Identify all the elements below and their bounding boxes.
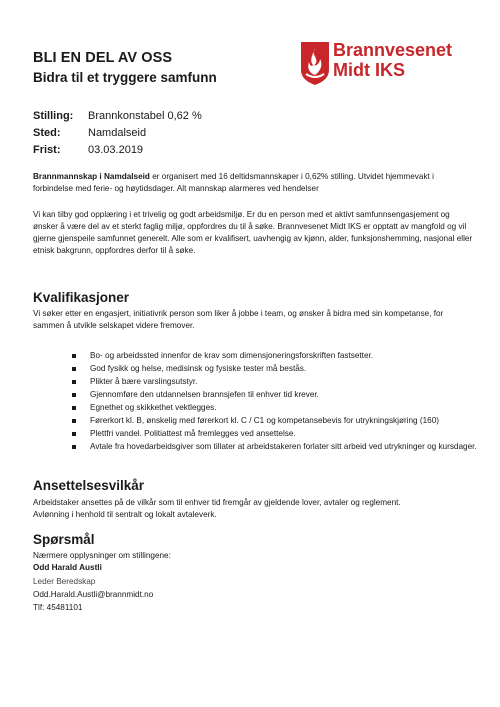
list-item: Gjennomføre den utdannelsen brannsjefen til enhver tid krever. <box>70 389 480 401</box>
contact-email[interactable]: Odd.Harald.Austli@brannmidt.no <box>33 590 154 599</box>
heading-sporsmal: Spørsmål <box>33 532 95 547</box>
logo-text-line2: Midt IKS <box>333 60 405 80</box>
stilling-value: Brannkonstabel 0,62 % <box>88 110 202 122</box>
intro-bold-lead: Brannmannskap i Namdalseid <box>33 172 150 181</box>
heading-kvalifikasjoner: Kvalifikasjoner <box>33 290 130 305</box>
qualification-list <box>70 350 480 454</box>
heading-ansettelsesvilkar: Ansettelsesvilkår <box>33 478 145 493</box>
flame-shield-icon <box>300 40 330 86</box>
ansettelse-text-2: Avlønning i henhold til sentralt og lokalt avtaleverk. <box>33 510 217 519</box>
intro-offer-text: Vi kan tilby god opplæring i et trivelig og godt arbeidsmiljø. Er du en person med et aktivt samfunnsengasjement og ønsker å være del av et sterkt faglig miljø, oppfordres du til å søke. Brannvesenet Midt IKS er opptatt av mangfold og vil gjerne gjenspeile samfunnet generelt. Alle som er kvalifisert, uavhengig av kjønn, alder, funksjonshemming, nasjonal eller etnisk bakgrunn, oppfordres derfor til å søke. <box>33 210 473 255</box>
list-item: Egnethet og skikkethet vektlegges. <box>70 402 480 414</box>
intro-text: er organisert med 16 deltidsmannskaper i 0,62% stilling. Utvidet hjemmevakt i forbindelse med ferie- og høytidsdager. Alt mannskap alarmeres ved hendelser <box>33 172 434 193</box>
sted-value: Namdalseid <box>88 127 147 139</box>
page-subtitle: Bidra til et tryggere samfunn <box>33 70 217 85</box>
intro-paragraph-2 <box>33 209 473 257</box>
list-item: Plikter å bære varslingsutstyr. <box>70 376 480 388</box>
contact-phone: Tlf: 45481101 <box>33 603 83 612</box>
kvalifikasjoner-text: Vi søker etter en engasjert, initiativrik person som liker å jobbe i team, og ønsker å bidra med sin kompetanse, for sammen å utvikle selskapet videre fremover. <box>33 309 444 330</box>
intro-paragraph-1 <box>33 171 473 195</box>
sted-label: Sted: <box>33 127 61 139</box>
contact-intro: Nærmere opplysninger om stillingene: <box>33 551 171 560</box>
list-item: Plettfri vandel. Politiattest må fremlegges ved ansettelse. <box>70 428 480 440</box>
contact-role: Leder Beredskap <box>33 577 96 586</box>
frist-label: Frist: <box>33 144 61 156</box>
list-item: Bo- og arbeidssted innenfor de krav som dimensjoneringsforskriften fastsetter. <box>70 350 480 362</box>
contact-name: Odd Harald Austli <box>33 563 102 572</box>
list-item: Avtale fra hovedarbeidsgiver som tillater at arbeidstakeren forlater sitt arbeid ved utrykninger og kursdager. <box>70 441 480 453</box>
stilling-label: Stilling: <box>33 110 74 122</box>
logo-text-line1: Brannvesenet <box>333 40 453 60</box>
list-item: God fysikk og helse, medisinsk og fysiske tester må bestås. <box>70 363 480 375</box>
frist-value: 03.03.2019 <box>88 144 144 156</box>
ansettelse-text-1: Arbeidstaker ansettes på de vilkår som til enhver tid fremgår av gjeldende lover, avtaler og reglement. <box>33 498 401 507</box>
page-title: BLI EN DEL AV OSS <box>33 50 173 66</box>
list-item: Førerkort kl. B, ønskelig med førerkort kl. C / C1 og kompetansebevis for utrykningskjøring (160) <box>70 415 480 427</box>
brand-logo <box>300 38 470 88</box>
